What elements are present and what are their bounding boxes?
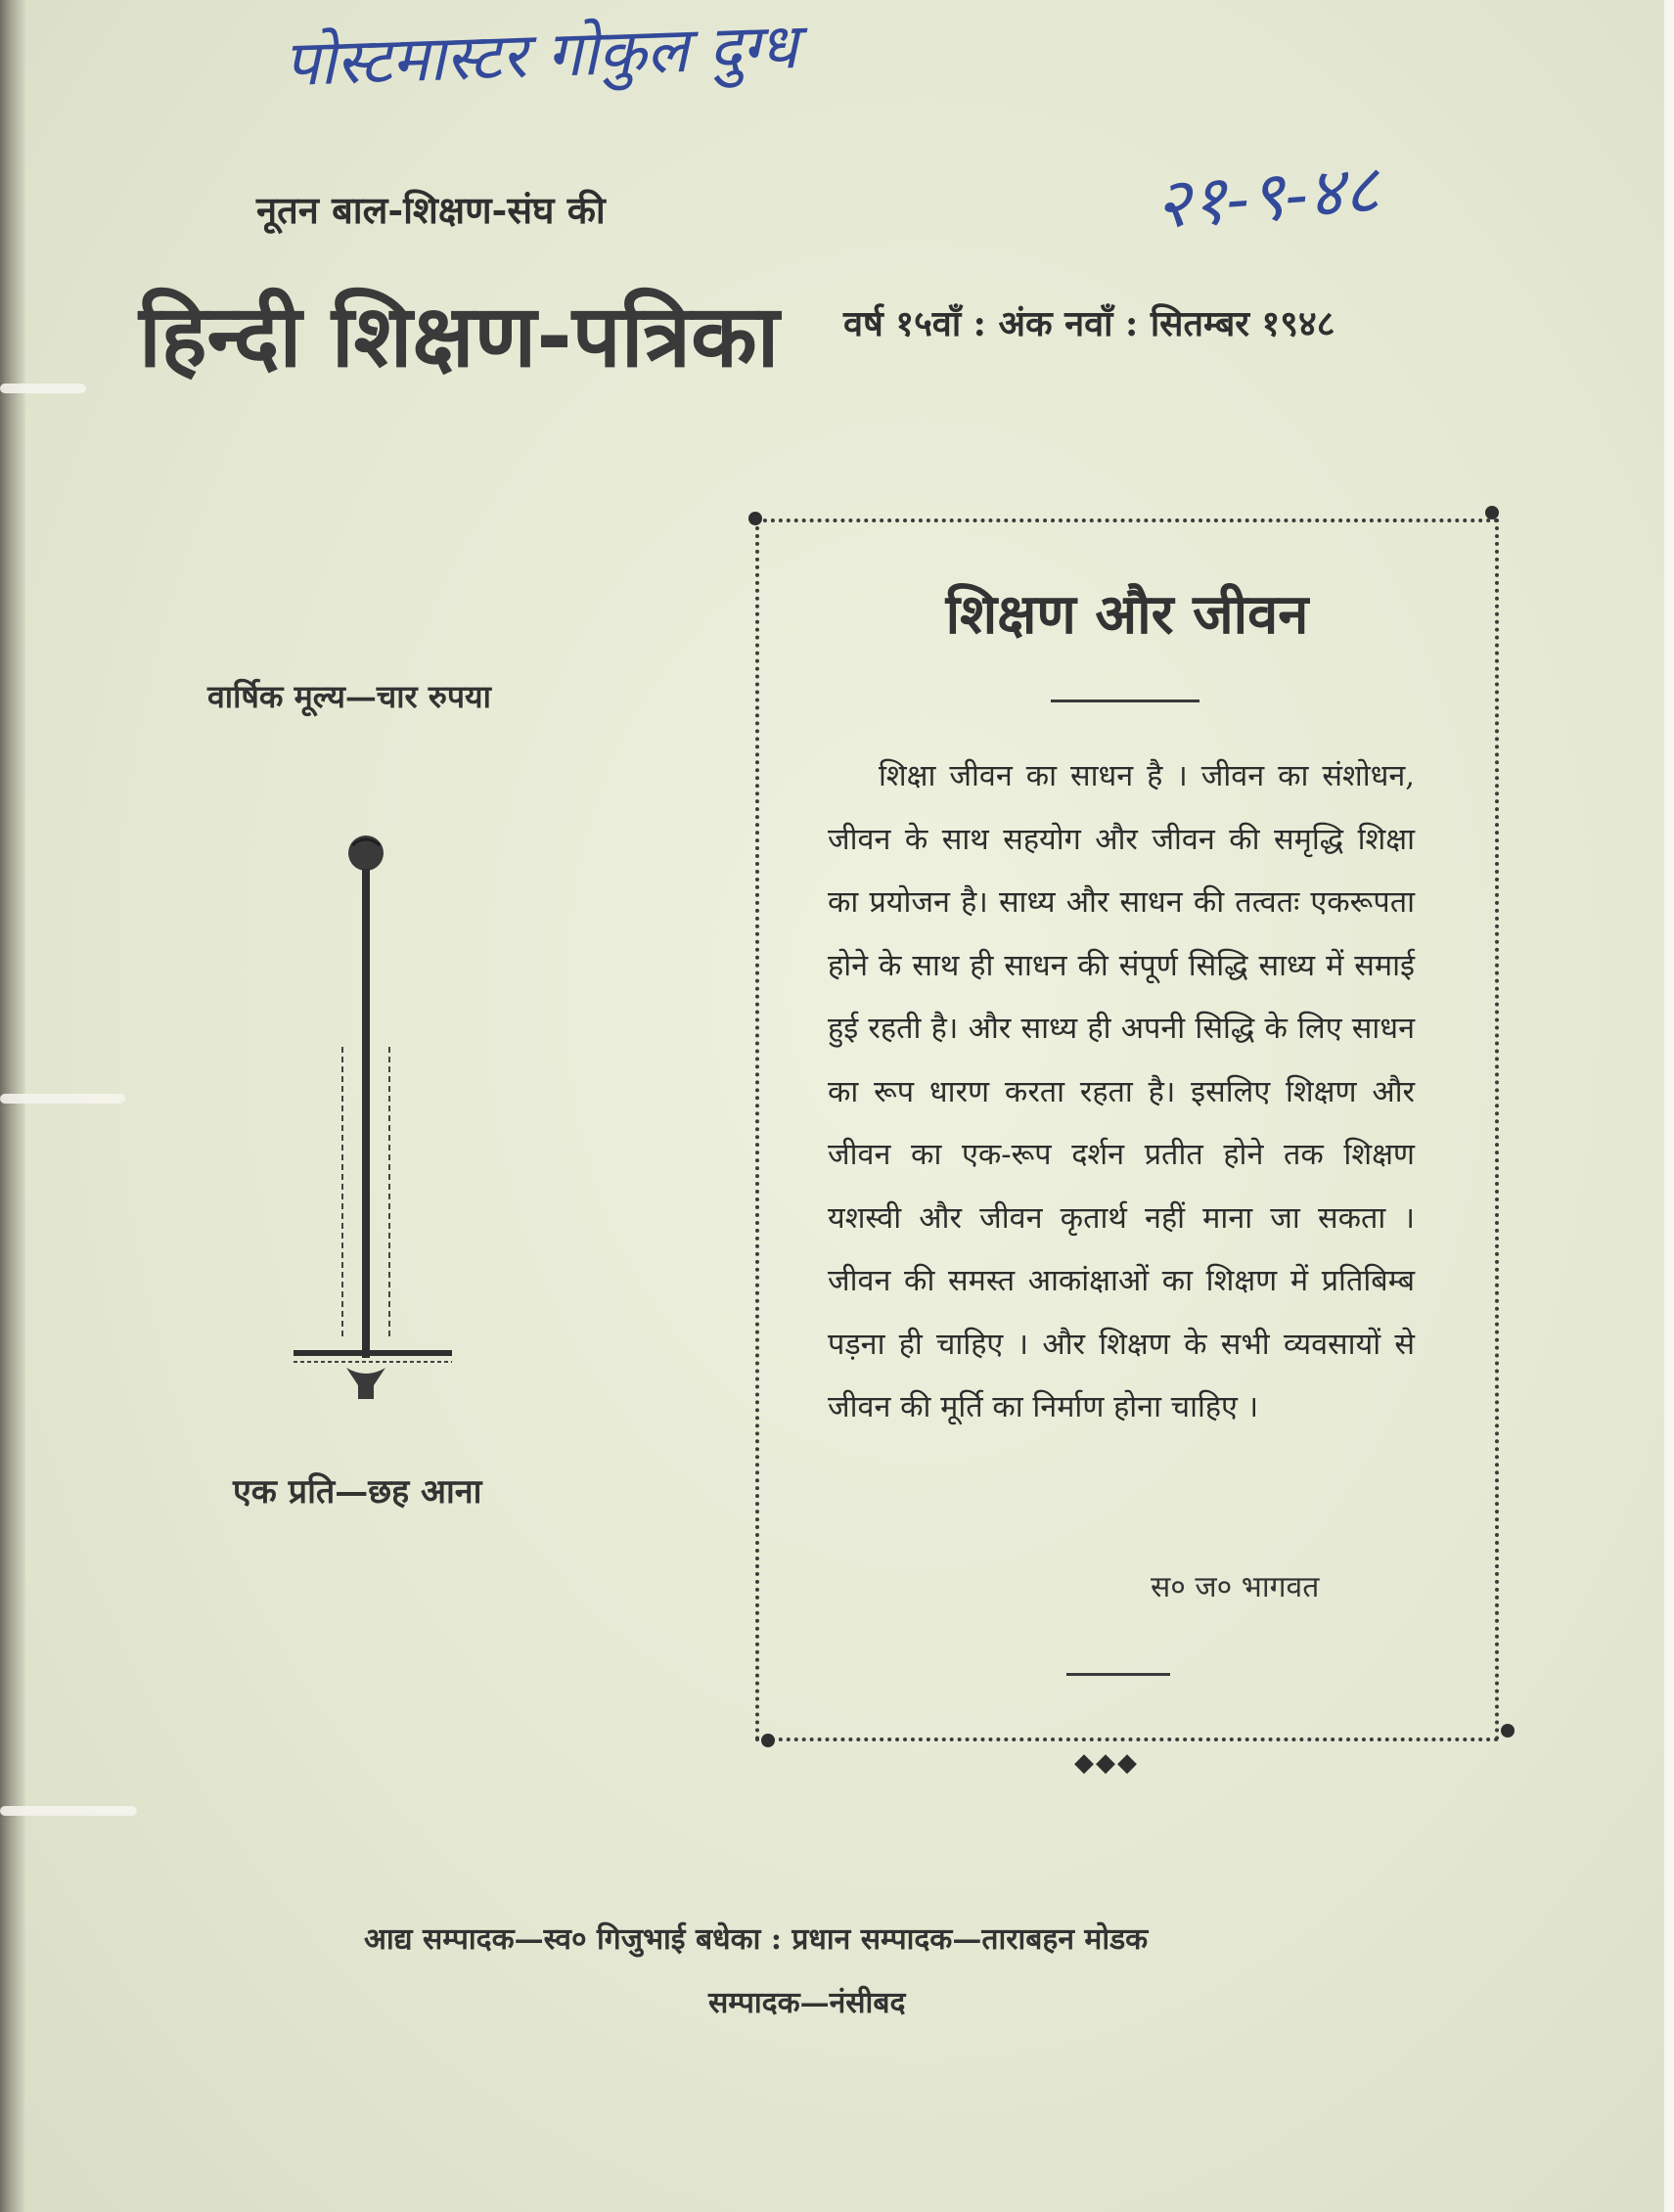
editors-line: आद्य सम्पादक—स्व० गिजुभाई बधेका : प्रधान सम्पादक—ताराबहन मोडक bbox=[364, 1922, 1149, 1957]
frame-corner bbox=[748, 512, 762, 525]
frame-corner bbox=[761, 1734, 775, 1747]
article-body: शिक्षा जीवन का साधन है । जीवन का संशोधन, जीवन के साथ सहयोग और जीवन की समृद्धि शिक्षा का प्रयोजन है। साध्य और साधन की तत्वतः एकरूपता होने के साथ ही साधन की संपूर्ण सिद्धि साध्य में समाई हुई रहती है। और साध्य ही अपनी सिद्धि के लिए साधन का रूप धारण करता रहता है। इसलिए शिक्षण और जीवन का एक-रूप दर्शन प्रतीत होने तक शिक्षण यशस्वी और जीवन कृतार्थ नहीं माना जा सकता । जीवन की समस्त आकांक्षाओं का शिक्षण में प्रतिबिम्ब पड़ना ही चाहिए । और शिक्षण के सभी व्यवसायों से जीवन की मूर्ति का निर्माण होना चाहिए । bbox=[828, 759, 1415, 1424]
frame-corner bbox=[1485, 506, 1499, 519]
frame-corner bbox=[1501, 1724, 1515, 1738]
article-title: शिक्षण और जीवन bbox=[945, 583, 1309, 647]
binding-stitch bbox=[0, 384, 86, 393]
ornament-icon: ◆◆◆ bbox=[1074, 1748, 1139, 1778]
binding-edge bbox=[0, 0, 25, 2212]
binding-stitch bbox=[0, 1094, 125, 1104]
annual-price: वार्षिक मूल्य—चार रुपया bbox=[207, 678, 491, 715]
article-author: स० ज० भागवत bbox=[1151, 1570, 1320, 1604]
issue-info: वर्ष १५वाँ : अंक नवाँ : सितम्बर १९४८ bbox=[843, 303, 1335, 344]
magazine-title: हिन्दी शिक्षण-पत्रिका bbox=[139, 286, 780, 386]
title-divider bbox=[1051, 700, 1199, 702]
publisher-line: नूतन बाल-शिक्षण-संघ की bbox=[256, 188, 606, 232]
handwritten-date: २१-९-४८ bbox=[1152, 149, 1382, 245]
single-copy-price: एक प्रति—छह आना bbox=[233, 1472, 482, 1512]
binding-stitch bbox=[0, 1806, 137, 1816]
editor-line: सम्पादक—नंसीबद bbox=[708, 1986, 906, 2020]
handwritten-note: पोस्टमास्टर गोकुल दुग्ध bbox=[282, 10, 799, 102]
page-right-edge bbox=[1664, 0, 1674, 2212]
torch-emblem-icon bbox=[284, 832, 470, 1409]
closing-divider bbox=[1066, 1673, 1170, 1676]
